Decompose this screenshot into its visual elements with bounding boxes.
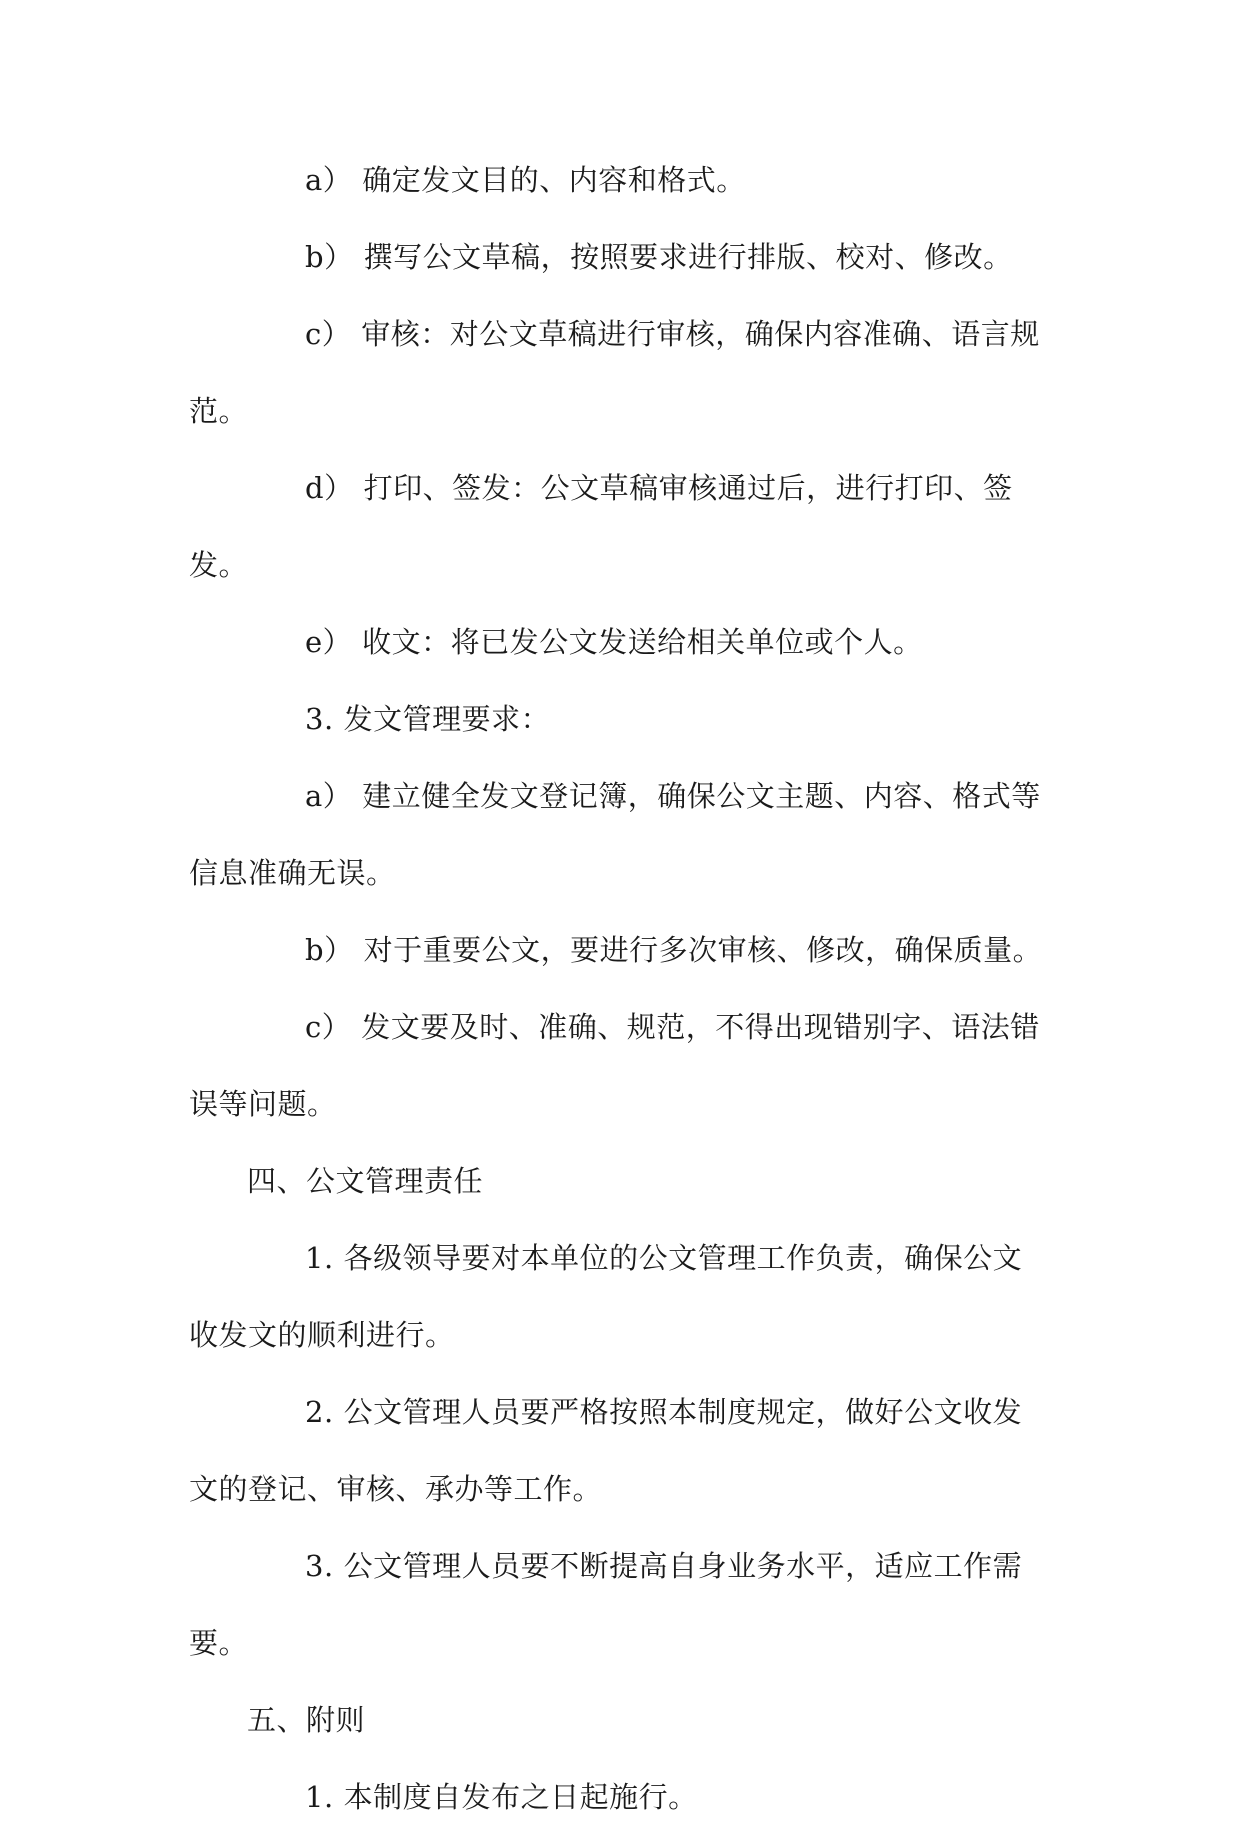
- section-5-heading: [189, 1682, 1051, 1759]
- paragraph-3-improve: [189, 1528, 1051, 1682]
- paragraph-text: 对于重要公文，要进行多次审核、修改，确保质量。: [363, 933, 1043, 967]
- list-marker: b）: [305, 240, 354, 274]
- paragraph-a-purpose: [189, 142, 1051, 219]
- paragraph-text: 审核：对公文草稿进行审核，确保内容准确、语言规范。: [189, 317, 1040, 428]
- document-body: [189, 142, 1051, 1836]
- paragraph-text: 建立健全发文登记簿，确保公文主题、内容、格式等信息准确无误。: [189, 779, 1041, 890]
- list-marker: a）: [305, 779, 353, 813]
- paragraph-d-print-sign: [189, 450, 1051, 604]
- paragraph-2-staff: [189, 1374, 1051, 1528]
- paragraph-e-receive: [189, 604, 1051, 681]
- paragraph-c-review: [189, 296, 1051, 450]
- list-marker: 1.: [305, 1241, 334, 1275]
- list-marker: 1.: [305, 1780, 334, 1814]
- paragraph-c-timely: [189, 989, 1051, 1143]
- paragraph-text: 公文管理人员要严格按照本制度规定，做好公文收发文的登记、审核、承办等工作。: [189, 1395, 1023, 1506]
- list-marker: 3.: [305, 702, 334, 736]
- paragraph-text: 本制度自发布之日起施行。: [343, 1780, 698, 1814]
- paragraph-b-important: [189, 912, 1051, 989]
- paragraph-a-register: [189, 758, 1051, 912]
- list-marker: c）: [305, 1010, 352, 1044]
- list-marker: e）: [305, 625, 353, 659]
- paragraph-text: 四、公文管理责任: [247, 1164, 484, 1198]
- paragraph-text: 各级领导要对本单位的公文管理工作负责，确保公文收发文的顺利进行。: [189, 1241, 1023, 1352]
- paragraph-text: 发文管理要求：: [343, 702, 551, 736]
- paragraph-b-draft: [189, 219, 1051, 296]
- section-4-heading: [189, 1143, 1051, 1220]
- paragraph-text: 打印、签发：公文草稿审核通过后，进行打印、签发。: [189, 471, 1013, 582]
- paragraph-1-leaders: [189, 1220, 1051, 1374]
- paragraph-text: 五、附则: [247, 1703, 366, 1737]
- list-marker: d）: [305, 471, 354, 505]
- list-marker: a）: [305, 163, 353, 197]
- paragraph-text: 撰写公文草稿，按照要求进行排版、校对、修改。: [363, 240, 1013, 274]
- list-marker: b）: [305, 933, 354, 967]
- list-marker: c）: [305, 317, 352, 351]
- paragraph-text: 确定发文目的、内容和格式。: [362, 163, 746, 197]
- section-3-requirements-heading: [189, 681, 1051, 758]
- paragraph-1-effective: [189, 1759, 1051, 1836]
- paragraph-text: 收文：将已发公文发送给相关单位或个人。: [362, 625, 923, 659]
- list-marker: 2.: [305, 1395, 334, 1429]
- list-marker: 3.: [305, 1549, 334, 1583]
- paragraph-text: 公文管理人员要不断提高自身业务水平，适应工作需要。: [189, 1549, 1023, 1660]
- paragraph-text: 发文要及时、准确、规范，不得出现错别字、语法错误等问题。: [189, 1010, 1040, 1121]
